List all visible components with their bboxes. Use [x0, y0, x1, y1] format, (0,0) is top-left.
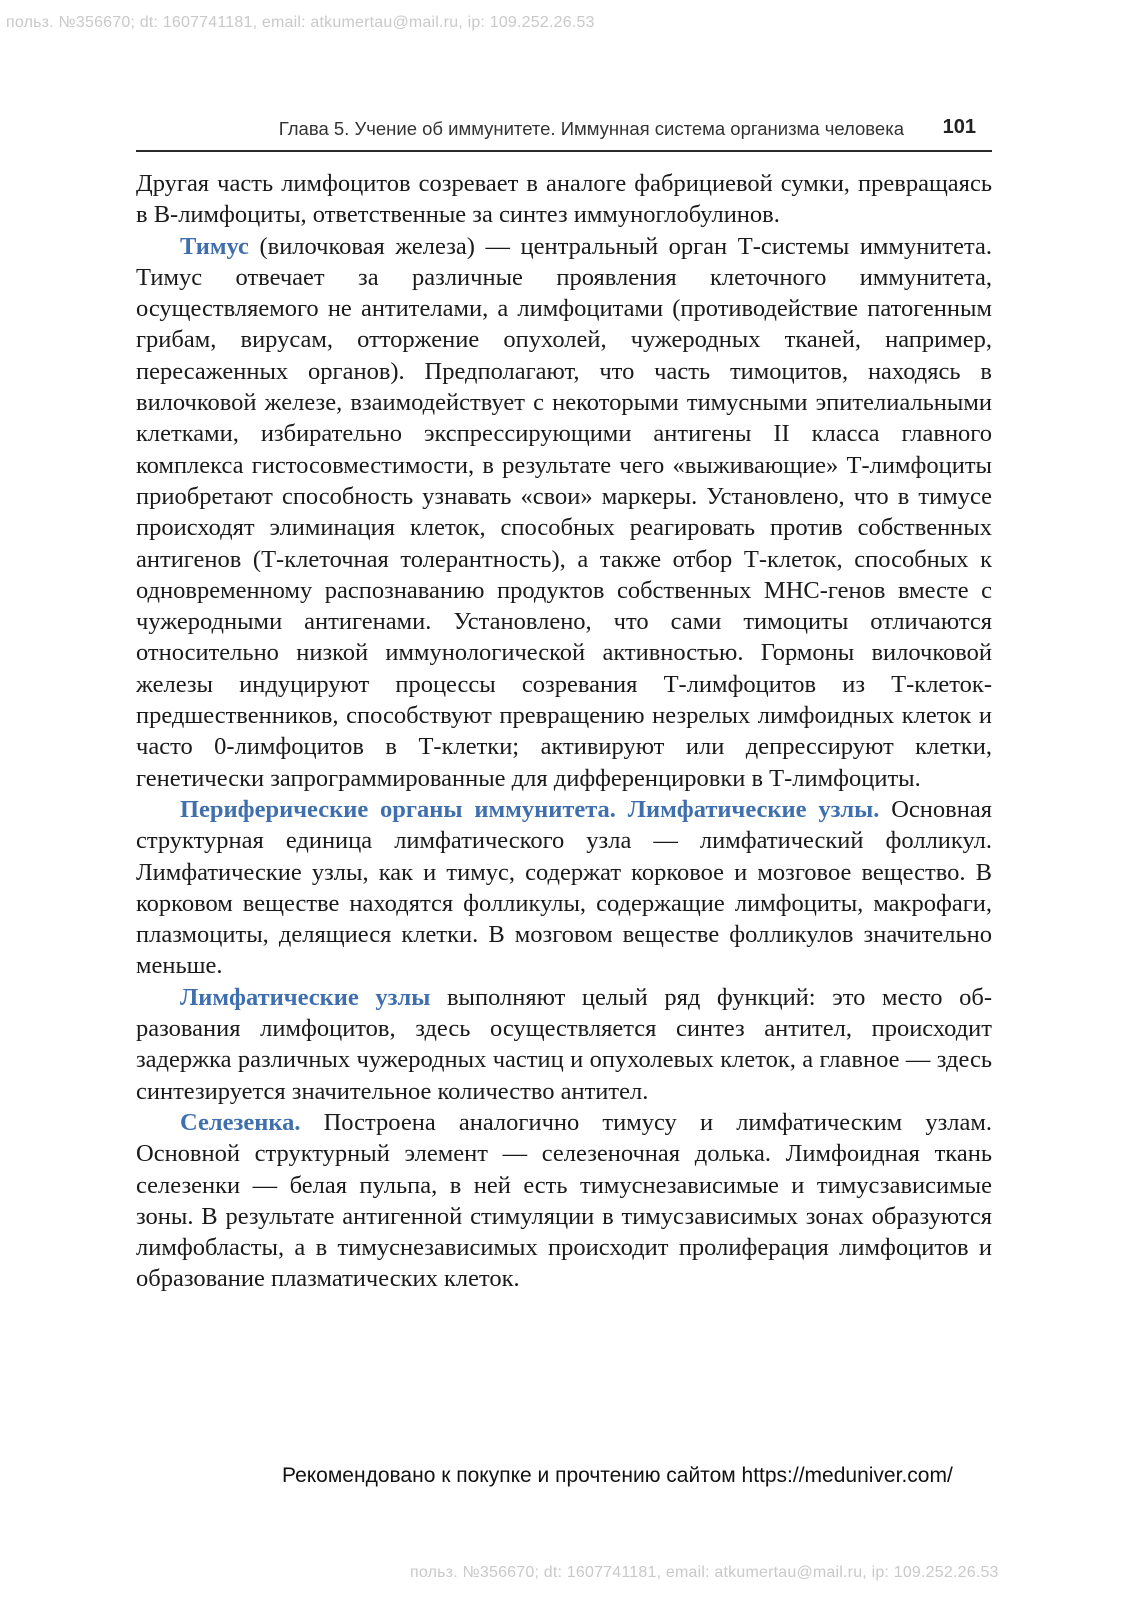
- watermark-bottom: польз. №356670; dt: 1607741181, email: atkumertau@mail.ru, ip: 109.252.26.53: [410, 1564, 999, 1581]
- paragraph-spleen: [136, 1107, 992, 1295]
- paragraph-text: Построена аналогично тимусу и лимфатическим узлам. Основной структурный элемент — селезеночная долька. Лимфоидная ткань селезенки — белая пульпа, в ней есть тимуснезависимые и тимусзависимые зоны. В результате антигенной стимуляции в тимусзависимых зонах образуются лимфобласты, а в тимуснезависимых происходит пролиферация лимфоцитов и образование плазматических клеток.: [136, 1108, 992, 1293]
- paragraph-text: Другая часть лимфоцитов созревает в аналоге фабрициевой сумки, превращаясь в В-лимфоциты, ответственные за синтез иммуноглобулинов.: [136, 170, 992, 229]
- recommendation-line: Рекомендовано к покупке и прочтению сайтом https://meduniver.com/: [282, 1464, 953, 1487]
- term-lymph-nodes: Лимфатические узлы: [180, 983, 431, 1011]
- body-text: [136, 168, 992, 1295]
- paragraph-text: выполняют целый ряд функций: это место образования лимфоцитов, здесь осуществляется синтез антител, происходит задержка различных чужеродных частиц и опухолевых клеток, а главное — здесь синтезируется значительное количество антител.: [136, 983, 992, 1105]
- paragraph-thymus: [136, 231, 992, 794]
- term-spleen: Селезенка.: [180, 1108, 301, 1136]
- paragraph-text: Основная структурная единица лимфатического узла — лимфатический фолликул. Лимфатические узлы, как и тимус, содержат корковое и мозговое вещество. В корковом веществе находятся фолликулы, содержащие лимфоциты, макрофаги, плазмоциты, делящиеся клетки. В мозговом веществе фолликулов значительно меньше.: [136, 795, 992, 980]
- paragraph-lymphocytes: [136, 168, 992, 231]
- term-thymus: Тимус: [180, 232, 249, 260]
- paragraph-peripheral-organs: [136, 794, 992, 982]
- paragraph-text: (вилочковая железа) — центральный орган Т-системы иммунитета. Тимус отвечает за различные проявления клеточного иммунитета, осуществляемого не антителами, а лимфоцитами (противодействие патогенным грибам, вирусам, отторжение опухолей, чужеродных тканей, например, пересаженных органов). Предполагают, что часть тимоцитов, находясь в вилочковой железе, взаимодействует с некоторыми тимусными эпителиальными клетками, избирательно экспрессирующими антигены II класса главного комплекса гистосовместимости, в результате чего «выживающие» Т-лимфоциты приобретают способность узнавать «свои» маркеры. Установлено, что в тимусе происходят элиминация клеток, способных реагировать против собственных антигенов (Т-клеточная толерантность), а также отбор Т-клеток, способных к одновременному распознаванию продуктов собственных МНС-генов вместе с чужеродными антигенами. Установлено, что сами тимоциты отличаются относительно низкой иммунологической активностью. Гормоны вилочковой железы индуцируют процессы созревания Т-лимфоцитов из Т-клеток-предшественников, способствуют превращению незрелых лимфоидных клеток и часто 0-лимфоцитов в Т-клетки; активируют или депрессируют клетки, генетически запрограммированные для дифференцировки в Т-лимфоциты.: [136, 232, 992, 792]
- watermark-top: польз. №356670; dt: 1607741181, email: atkumertau@mail.ru, ip: 109.252.26.53: [6, 14, 595, 31]
- term-peripheral-organs: Периферические органы иммунитета. Лимфатические узлы.: [180, 795, 880, 823]
- paragraph-lymph-nodes: [136, 982, 992, 1107]
- chapter-title: Глава 5. Учение об иммунитете. Иммунная система организма человека: [278, 118, 904, 139]
- page-number: 101: [942, 116, 976, 138]
- running-head: [136, 116, 992, 152]
